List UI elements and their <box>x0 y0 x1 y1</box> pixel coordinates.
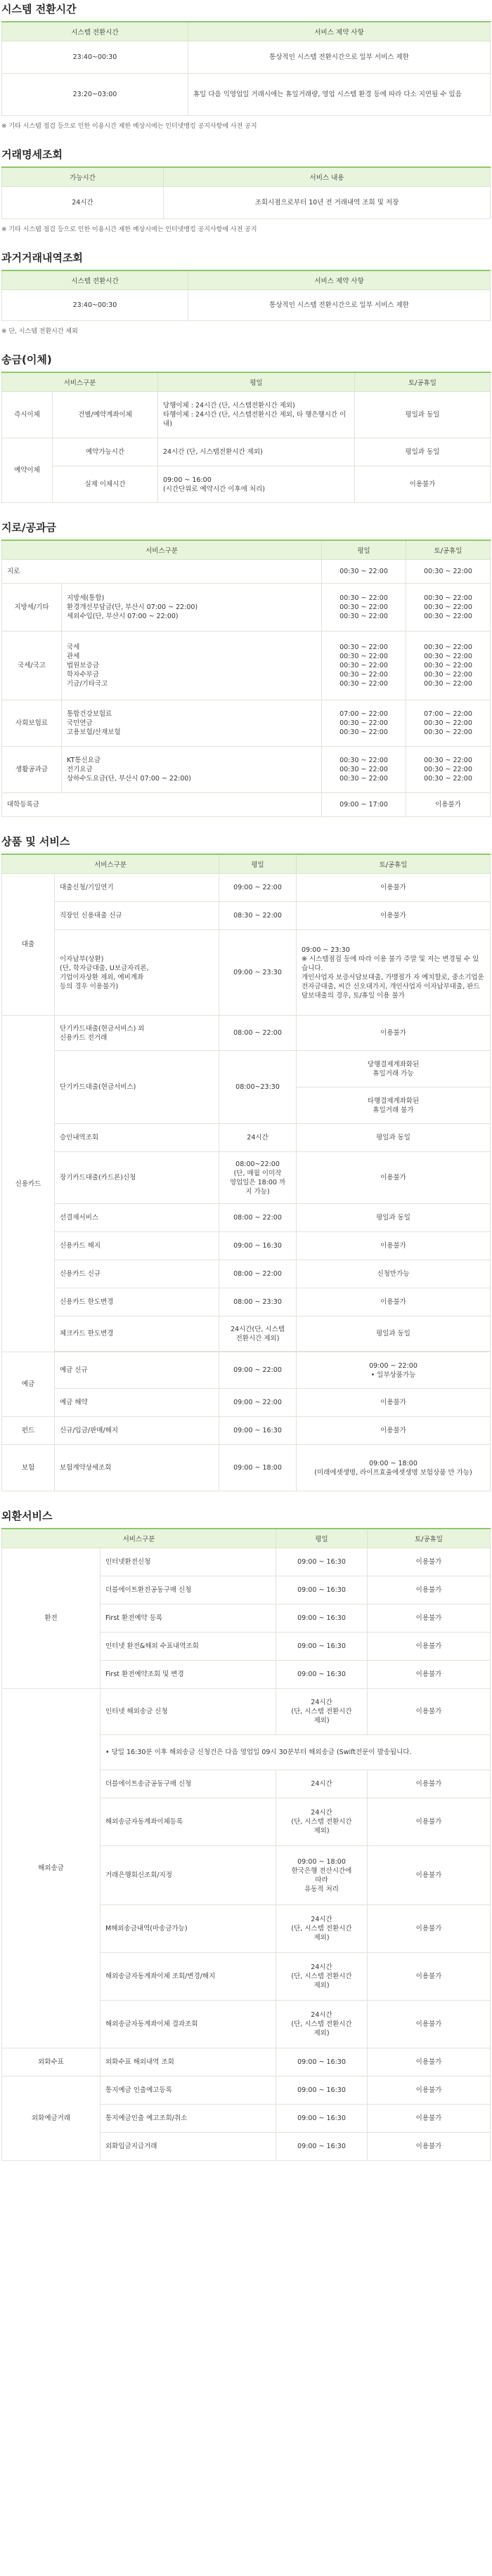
cell: 통상적인 시스템 전환시간으로 일부 서비스 제한 <box>188 290 491 321</box>
cell: 24시간 (단, 시스템 전환시간 제외) <box>276 1905 368 1953</box>
cell: 인터넷환전신청 <box>101 1548 276 1576</box>
remittance-note: • 당일 16:30분 이후 해외송금 신청건은 다음 영업일 09시 30분부터 해외송금 (Swift전문이 발송됩니다. <box>101 1735 491 1770</box>
cell: 평일과 동일 <box>297 1124 491 1152</box>
cell: 09:00 ~ 18:00 (미래에셋생명, 라이프효율에셋생명 보험상품 만 가능) <box>297 1445 491 1491</box>
cell: 타행결제계좌화된 휴일거래 불가 <box>297 1087 491 1124</box>
cell: 통상적인 시스템 전환시간으로 일부 서비스 제한 <box>188 41 491 74</box>
cell: 24시간 (단, 시스템 전환시간 제외) <box>276 2001 368 2048</box>
table-row <box>2 2048 491 2077</box>
cell: 08:30 ~ 22:00 <box>219 902 297 930</box>
group-label: 환전 <box>2 1548 101 1689</box>
cell: 이용불가 <box>368 2048 491 2077</box>
cell: 09:00 ~ 16:30 <box>219 1417 297 1445</box>
cell: 23:40~00:30 <box>2 290 188 321</box>
table-row <box>2 41 491 74</box>
cell: 해외송금자동계좌이체등록 <box>101 1798 276 1846</box>
group-label: 해외송금 <box>2 1689 101 2048</box>
cell: 체크카드 한도변경 <box>55 1316 219 1352</box>
cell: 이용불가 <box>368 2105 491 2133</box>
group-label: 펀드 <box>2 1417 55 1445</box>
table-row <box>2 74 491 116</box>
cell: 09:00 ~ 16:30 <box>276 2077 368 2105</box>
cell: 통합건강보험료 국민연금 고용보험/산재보험 <box>62 700 322 747</box>
cell: 이용불가 <box>368 1548 491 1576</box>
col-header: 평일 <box>322 540 406 560</box>
cell: 인터넷 해외송금 신청 <box>101 1689 276 1735</box>
cell: 이용불가 <box>368 1798 491 1846</box>
group-label: 외화수표 <box>2 2048 101 2077</box>
cell: 이용불가 <box>368 1633 491 1661</box>
cell: 이용불가 <box>297 902 491 930</box>
cell: 실제 이체시간 <box>53 466 158 503</box>
col-header: 서비스구분 <box>2 540 322 560</box>
cell: 외화수표 해외내역 조회 <box>101 2048 276 2077</box>
section-note: ※ 단, 시스템 전환시간 제외 <box>1 328 78 335</box>
cell: 09:00 ~ 18:00 한국은행 전산시간에 따라 유동적 처리 <box>276 1846 368 1905</box>
cell: 이용불가 <box>406 793 491 817</box>
table-row <box>2 2077 491 2105</box>
section-title-foreign-exchange: 외환서비스 <box>1 1510 53 1522</box>
cell: 23:20~03:00 <box>2 74 188 116</box>
table-row <box>2 392 491 438</box>
cell: 09:00 ~ 16:30 <box>219 1232 297 1260</box>
cell: 이용불가 <box>368 1576 491 1604</box>
group-label: 지방세/기타 <box>2 584 62 632</box>
col-header: 평일 <box>276 1529 368 1548</box>
cell: 승인내역조회 <box>55 1124 219 1152</box>
cell: 이용불가 <box>368 1661 491 1689</box>
cell: 09:00 ~ 16:30 <box>276 1604 368 1633</box>
cell: 09:00 ~ 16:30 <box>276 1548 368 1576</box>
col-header: 토/공휴일 <box>355 372 491 392</box>
cell: 신청만가능 <box>297 1260 491 1288</box>
cell: 09:00 ~ 22:00 • 일부상품가능 <box>297 1352 491 1389</box>
cell: 신규/입금/판매/해지 <box>55 1417 219 1445</box>
col-header: 서비스 제약 사항 <box>188 270 491 290</box>
group-label: 예약이체 <box>2 438 53 503</box>
system-switch-table <box>1 21 491 116</box>
table-row <box>2 1352 491 1389</box>
cell: 이용불가 <box>297 1016 491 1051</box>
cell: 00:30 ~ 22:00 00:30 ~ 22:00 00:30 ~ 22:00 <box>322 747 406 793</box>
cell: 08:00~22:00 (단, 매월 이미작 영업일은 18:00 까 지 가능) <box>219 1152 297 1204</box>
table-row <box>2 1689 491 1735</box>
table-row <box>2 632 491 700</box>
cell: 지방세(통합) 환경개선부담금(단, 부산시 07:00 ~ 22:00) 세외수입(단, 부산시 07:00 ~ 22:00) <box>62 584 322 632</box>
table-row <box>2 1445 491 1491</box>
cell: 인터넷 환전&해외 수표내역조회 <box>101 1633 276 1661</box>
cell: 통지예금인출 예고조회/취소 <box>101 2105 276 2133</box>
cell: 이용불가 <box>368 1953 491 2001</box>
cell: 24시간 <box>219 1124 297 1152</box>
cell: 00:30 ~ 22:00 <box>322 560 406 584</box>
cell: 이용불가 <box>355 466 491 503</box>
cell: 24시간 <box>2 187 164 219</box>
cell: 예금 신규 <box>55 1352 219 1389</box>
group-label: 외화예금거래 <box>2 2077 101 2161</box>
table-row <box>2 466 491 503</box>
group-label: 보험 <box>2 1445 55 1491</box>
cell: 24시간(단, 시스템 전환시간 제외) <box>219 1316 297 1352</box>
cell: 이용불가 <box>368 1905 491 1953</box>
cell: 해외송금자동계좌이체 조회/변경/해지 <box>101 1953 276 2001</box>
section-title-past-transactions: 과거거래내역조회 <box>1 251 83 264</box>
col-header: 평일 <box>219 854 297 874</box>
cell: 평일과 동일 <box>355 438 491 466</box>
cell: 평일과 동일 <box>297 1316 491 1352</box>
col-header: 시스템 전환시간 <box>2 22 188 41</box>
cell: 건별/예약계좌이체 <box>53 392 158 438</box>
cell: 09:00 ~ 22:00 <box>219 1389 297 1417</box>
cell: 08:00 ~ 23:30 <box>219 1288 297 1316</box>
cell: First 환전예약 등록 <box>101 1604 276 1633</box>
cell: 이용불가 <box>368 1846 491 1905</box>
table-row <box>2 1389 491 1417</box>
col-header: 서비스구분 <box>2 372 158 392</box>
cell: 이용불가 <box>368 2001 491 2048</box>
cell: 평일과 동일 <box>297 1204 491 1232</box>
col-header: 평일 <box>158 372 355 392</box>
cell: 00:30 ~ 22:00 <box>406 560 491 584</box>
cell: 24시간 (단, 시스템전환시간 제외) <box>158 438 355 466</box>
cell: 이용불가 <box>368 1770 491 1798</box>
cell: 09:00 ~ 16:30 <box>276 1633 368 1661</box>
cell: 외화입금지급거래 <box>101 2133 276 2161</box>
cell: 07:00 ~ 22:00 00:30 ~ 22:00 00:30 ~ 22:00 <box>406 700 491 747</box>
cell: 09:00 ~ 16:00 (시간단위로 예약시간 이후에 처리) <box>158 466 355 503</box>
cell: 09:00 ~ 16:30 <box>276 1576 368 1604</box>
section-title-transaction-details: 거래명세조회 <box>1 148 63 161</box>
table-row <box>2 793 491 817</box>
section-note: ※ 기타 시스템 점검 등으로 인한 이용시간 제한 예상시에는 인터넷뱅킹 공지사항에 사전 공지 <box>1 123 257 130</box>
cell: 예금 해약 <box>55 1389 219 1417</box>
cell: 대출신청/기일연기 <box>55 874 219 902</box>
cell: 당행이체 : 24시간 (단, 시스템전환시간 제외) 타행이체 : 24시간 (단, 시스템전환시간 제외, 타 행은행시간 이내) <box>158 392 355 438</box>
table-row <box>2 560 491 584</box>
group-label: 신용카드 <box>2 1016 55 1352</box>
cell: 24시간 (단, 시스템 전환시간 제외) <box>276 1953 368 2001</box>
cell: 09:00 ~ 22:00 <box>219 874 297 902</box>
foreign-exchange-table <box>1 1528 491 2161</box>
col-header: 서비스 내용 <box>164 167 491 187</box>
cell: 거래은행회신조회/지정 <box>101 1846 276 1905</box>
cell: 09:00 ~ 16:30 <box>276 2133 368 2161</box>
cell: KT통신요금 전기요금 상하수도요금(단, 부산시 07:00 ~ 22:00) <box>62 747 322 793</box>
section-title-giro: 지로/공과금 <box>1 521 56 534</box>
cell: 평일과 동일 <box>355 392 491 438</box>
col-header: 시스템 전환시간 <box>2 270 188 290</box>
cell: 00:30 ~ 22:00 00:30 ~ 22:00 00:30 ~ 22:00 00:30 ~ 22:00 00:30 ~ 22:00 <box>406 632 491 700</box>
cell: 이용불가 <box>297 1152 491 1204</box>
cell: 조회시점으로부터 10년 전 거래내역 조회 및 저장 <box>164 187 491 219</box>
cell: 08:00 ~ 22:00 <box>219 1204 297 1232</box>
products-table <box>1 854 491 1491</box>
group-label: 대출 <box>2 874 55 1016</box>
cell: 신용카드 한도변경 <box>55 1288 219 1316</box>
group-label: 예금 <box>2 1352 55 1417</box>
cell: 09:00 ~ 16:30 <box>276 1661 368 1689</box>
col-header: 서비스구분 <box>2 1529 276 1548</box>
cell: 예약가능시간 <box>53 438 158 466</box>
table-row <box>2 1548 491 1576</box>
group-label: 즉시이체 <box>2 392 53 438</box>
table-row <box>2 1152 491 1204</box>
cell: 국세 관세 법원보증금 학자수부금 기금/기타국고 <box>62 632 322 700</box>
table-row <box>2 187 491 219</box>
cell: 선결제서비스 <box>55 1204 219 1232</box>
group-label: 생활공과금 <box>2 747 62 793</box>
cell: 09:00 ~ 16:30 <box>276 2105 368 2133</box>
cell: 대학등록금 <box>2 793 322 817</box>
past-transactions-table <box>1 270 491 321</box>
cell: 지로 <box>2 560 322 584</box>
cell: 신용카드 신규 <box>55 1260 219 1288</box>
table-row <box>2 1051 491 1087</box>
table-row <box>2 1417 491 1445</box>
cell: 통지예금 인출예고등록 <box>101 2077 276 2105</box>
cell: 더블에이트환전공동구매 신청 <box>101 1576 276 1604</box>
cell: 24시간 <box>276 1770 368 1798</box>
cell: 08:00 ~ 22:00 <box>219 1260 297 1288</box>
col-header: 토/공휴일 <box>297 854 491 874</box>
table-row <box>2 584 491 632</box>
cell: 이용불가 <box>297 1389 491 1417</box>
group-label: 국세/국고 <box>2 632 62 700</box>
cell: 24시간 (단, 시스템 전환시간 제외) <box>276 1689 368 1735</box>
giro-table <box>1 540 491 817</box>
table-row <box>2 1288 491 1316</box>
cell: 09:00 ~ 17:00 <box>322 793 406 817</box>
group-label: 사회보험료 <box>2 700 62 747</box>
table-row <box>2 290 491 321</box>
section-title-transfer: 송금(이체) <box>1 353 52 366</box>
cell: 이용불가 <box>297 1417 491 1445</box>
col-header: 서비스구분 <box>2 854 219 874</box>
table-row <box>2 902 491 930</box>
section-note: ※ 기타 시스템 점검 등으로 인한 이용시간 제한 예상시에는 인터넷뱅킹 공지사항에 사전 공지 <box>1 226 257 233</box>
cell: 이용불가 <box>368 2133 491 2161</box>
table-row <box>2 930 491 1016</box>
cell: 장기카드대출(카드론)신청 <box>55 1152 219 1204</box>
cell: 이자납부(상환) (단, 학자금대출, U보금자리론, 기업이자상환 제외, 예비계좌 등의 경우 이용불가) <box>55 930 219 1016</box>
table-row <box>2 1232 491 1260</box>
cell: 단기카드대출(현금서비스) <box>55 1051 219 1124</box>
cell: 더블에이트송금공동구매 신청 <box>101 1770 276 1798</box>
cell: 이용불가 <box>368 2077 491 2105</box>
cell: M해외송금내역(마송금가능) <box>101 1905 276 1953</box>
cell: First 환전예약조회 및 변경 <box>101 1661 276 1689</box>
cell: 23:40~00:30 <box>2 41 188 74</box>
cell: 신용카드 해지 <box>55 1232 219 1260</box>
cell: 09:00 ~ 23:30 <box>219 930 297 1016</box>
cell: 09:00 ~ 22:00 <box>219 1352 297 1389</box>
cell: 07:00 ~ 22:00 00:30 ~ 22:00 00:30 ~ 22:00 <box>322 700 406 747</box>
cell: 보험계약상세조회 <box>55 1445 219 1491</box>
table-row <box>2 1124 491 1152</box>
table-row <box>2 1204 491 1232</box>
table-row <box>2 700 491 747</box>
cell: 24시간 (단, 시스템 전환시간 제외) <box>276 1798 368 1846</box>
cell: 해외송금자동계좌이체 결과조회 <box>101 2001 276 2048</box>
cell: 00:30 ~ 22:00 00:30 ~ 22:00 00:30 ~ 22:00 <box>406 747 491 793</box>
table-row <box>2 874 491 902</box>
cell: 00:30 ~ 22:00 00:30 ~ 22:00 00:30 ~ 22:00 <box>406 584 491 632</box>
cell: 08:00 ~ 22:00 <box>219 1016 297 1051</box>
cell: 이용불가 <box>368 1689 491 1735</box>
cell: 휴일 다음 익영업일 거래시에는 휴일거래량, 영업 시스템 환경 등에 따라 다소 지연될 수 있음 <box>188 74 491 116</box>
table-row <box>2 1316 491 1352</box>
table-row <box>2 747 491 793</box>
cell: 09:00 ~ 16:30 <box>276 2048 368 2077</box>
cell: 09:00 ~ 23:30 ※ 시스템점검 등에 따라 이용 불가 주말 및 저는 변경될 수 있습니다. 개인사업자 보증서담보대출, 가맹점가 자 예치할로, 중소기업운전자금대출, 씨간 신오대가지, 개인사업자 이자납부대출, 판드 담보대출의 경우, 토/휴일 이용 불가 <box>297 930 491 1016</box>
cell: 직장인 신용대출 신규 <box>55 902 219 930</box>
cell: 08:00~23:30 <box>219 1051 297 1124</box>
table-row <box>2 1016 491 1051</box>
cell: 이용불가 <box>368 1604 491 1633</box>
section-title-products: 상품 및 서비스 <box>1 835 70 848</box>
cell: 이용불가 <box>297 874 491 902</box>
cell: 이용불가 <box>297 1232 491 1260</box>
transfer-table <box>1 372 491 503</box>
cell: 이용불가 <box>297 1288 491 1316</box>
cell: 당행결제계좌화된 휴일거래 가능 <box>297 1051 491 1087</box>
cell: 09:00 ~ 18:00 <box>219 1445 297 1491</box>
cell: 00:30 ~ 22:00 00:30 ~ 22:00 00:30 ~ 22:00 00:30 ~ 22:00 00:30 ~ 22:00 <box>322 632 406 700</box>
col-header: 가능시간 <box>2 167 164 187</box>
cell: 00:30 ~ 22:00 00:30 ~ 22:00 00:30 ~ 22:00 <box>322 584 406 632</box>
section-title-system-switch: 시스템 전환시간 <box>1 3 77 15</box>
table-row <box>2 438 491 466</box>
table-row <box>2 1260 491 1288</box>
col-header: 토/공휴일 <box>406 540 491 560</box>
transaction-details-table <box>1 166 491 219</box>
col-header: 토/공휴일 <box>368 1529 491 1548</box>
col-header: 서비스 제약 사항 <box>188 22 491 41</box>
cell: 단기카드대출(현금서비스) 외 신용카드 전거래 <box>55 1016 219 1051</box>
